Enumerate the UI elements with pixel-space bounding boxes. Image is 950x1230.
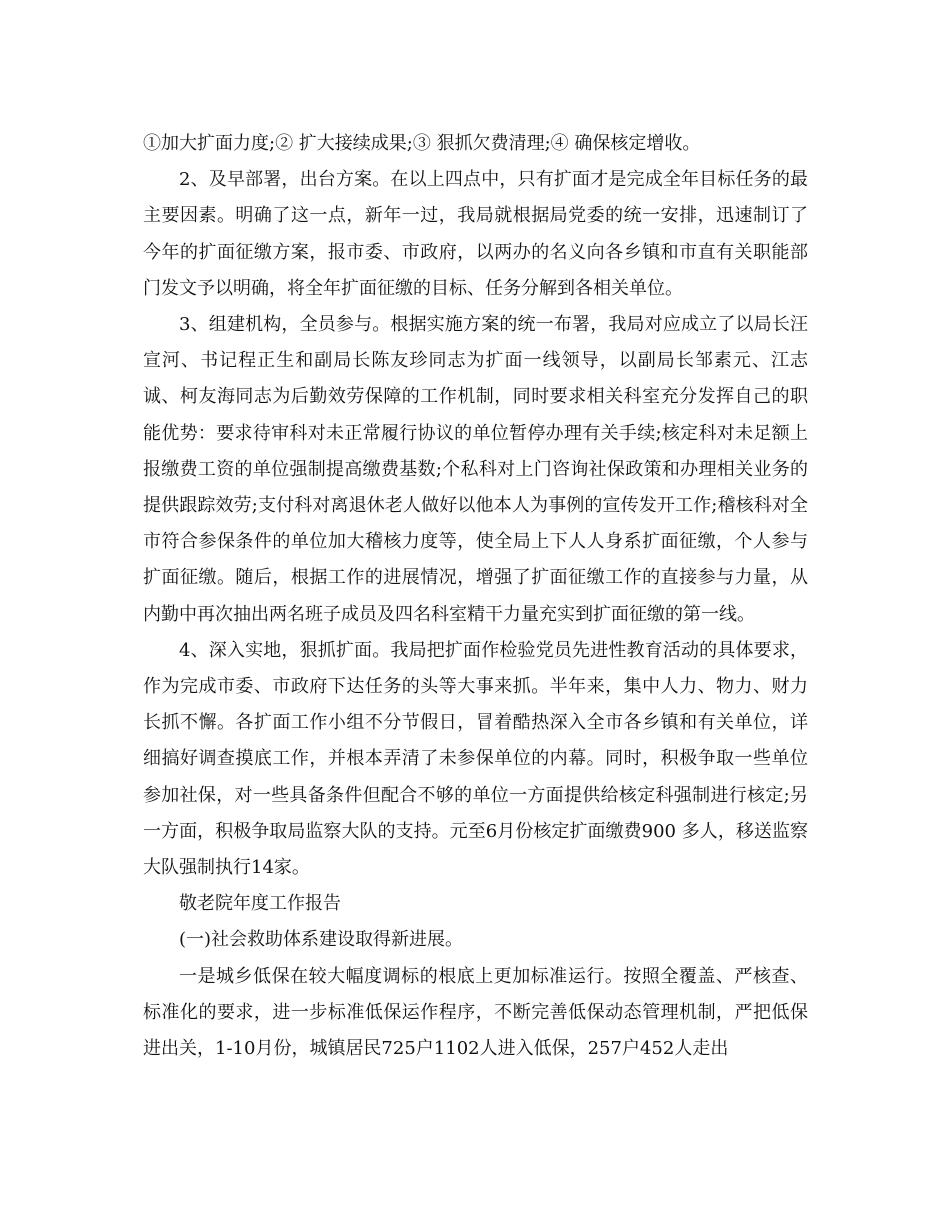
paragraph-organization: 3、组建机构，全员参与。根据实施方案的统一布署，我局对应成立了以局长汪宣河、书记程正生和副局长陈友珍同志为扩面一线领导，以副局长邹素元、江志诚、柯友海同志为后勤效劳保障的工作机制，同时要求相关科室充分发挥自己的职能优势：要求待审科对未正常履行协议的单位暂停办理有关手续;核定科对未足额上报缴费工资的单位强制提高缴费基数;个私科对上门咨询社保政策和办理相关业务的提供跟踪效劳;支付科对离退休老人做好以他本人为事例的宣传发开工作;稽核科对全市符合参保条件的单位加大稽核力度等，使全局上下人人身系扩面征缴，个人参与扩面征缴。随后，根据工作的进展情况，增强了扩面征缴工作的直接参与力量，从内勤中再次抽出两名班子成员及四名科室精干力量充实到扩面征缴的第一线。 [143, 314, 808, 625]
paragraph-early-deployment: 2、及早部署，出台方案。在以上四点中，只有扩面才是完成全年目标任务的最主要因素。明确了这一点，新年一过，我局就根据局党委的统一安排，迅速制订了今年的扩面征缴方案，报市委、市政府，以两办的名义向各乡镇和市直有关职能部门发文予以明确，将全年扩面征缴的目标、任务分解到各相关单位。 [143, 169, 808, 299]
paragraph-field-work: 4、深入实地，狠抓扩面。我局把扩面作检验党员先进性教育活动的具体要求，作为完成市委、市政府下达任务的头等大事来抓。半年来，集中人力、物力、财力长抓不懈。各扩面工作小组不分节假日，冒着酷热深入全市各乡镇和有关单位，详细搞好调查摸底工作，并根本弄清了未参保单位的内幕。同时，积极争取一些单位参加社保，对一些具备条件但配合不够的单位一方面提供给核定科强制进行核定;另一方面，积极争取局监察大队的支持。元至6月份核定扩面缴费900 多人，移送监察大队强制执行14家。 [143, 639, 808, 879]
paragraph-goals: ①加大扩面力度;② 扩大接续成果;③ 狠抓欠费清理;④ 确保核定增收。 [143, 133, 701, 154]
subsection-heading: (一)社会救助体系建设取得新进展。 [179, 929, 464, 951]
document-body [143, 126, 808, 1067]
section-heading: 敬老院年度工作报告 [179, 893, 341, 915]
paragraph-minimum-living: 一是城乡低保在较大幅度调标的根底上更加标准运行。按照全覆盖、严核查、标准化的要求，进一步标准低保运作程序，不断完善低保动态管理机制，严把低保进出关，1-10月份，城镇居民725户1102人进入低保，257户452人走出 [143, 965, 808, 1060]
